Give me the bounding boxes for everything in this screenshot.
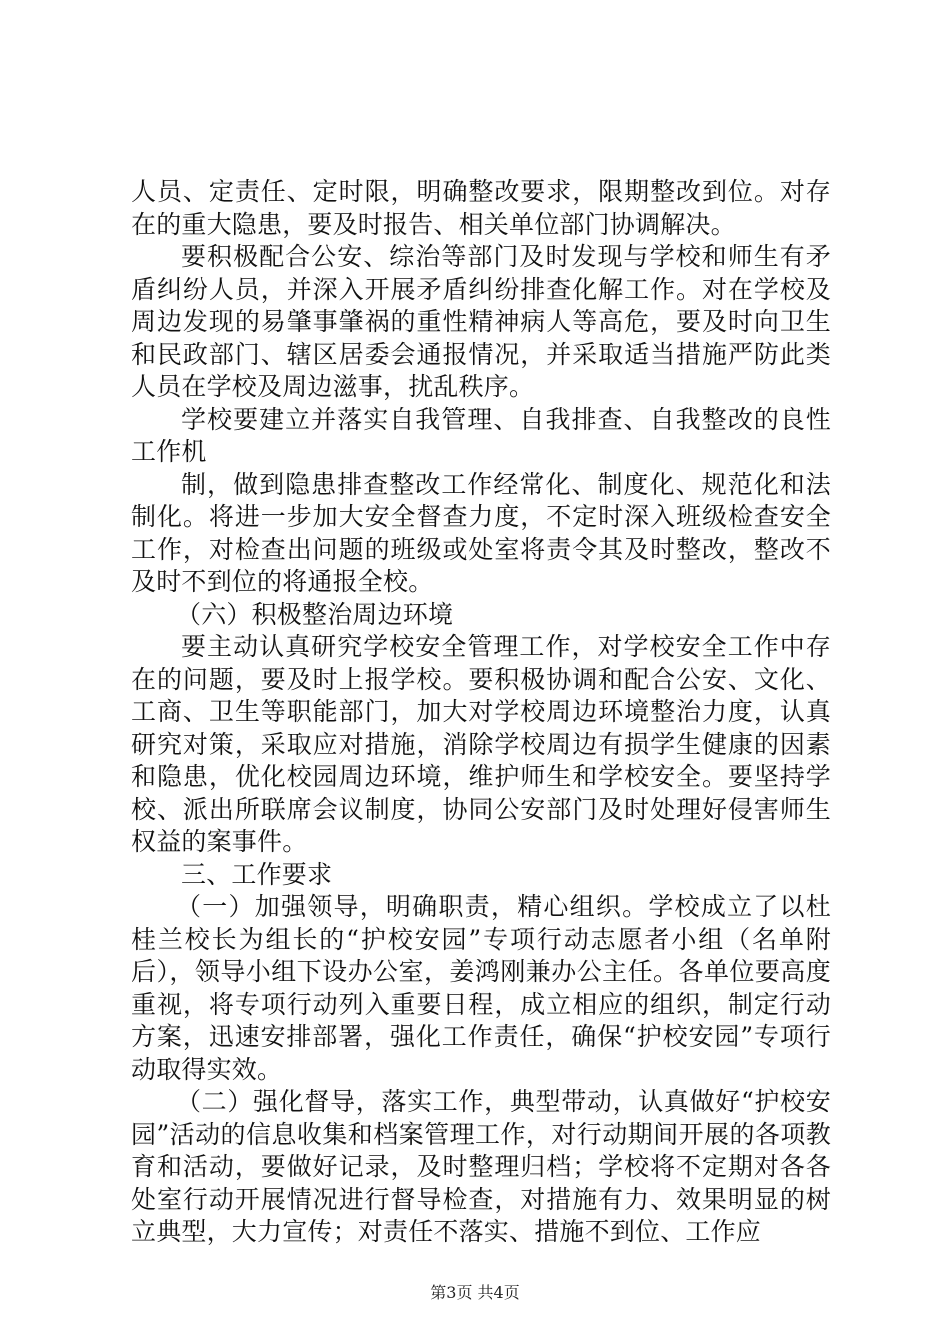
paragraph-continuation: 人员、定责任、定时限，明确整改要求，限期整改到位。对存在的重大隐患，要及时报告、相关单位部门协调解决。 (131, 177, 831, 239)
paragraph-self-management: 学校要建立并落实自我管理、自我排查、自我整改的良性工作机 (131, 404, 831, 466)
page-footer: 第3页 共4页 (430, 1283, 520, 1302)
section-heading-six: （六）积极整治周边环境 (176, 599, 454, 629)
paragraph-supervision: （二）强化督导，落实工作，典型带动，认真做好“护校安园”活动的信息收集和档案管理工作，对行动期间开展的各项教育和活动，要做好记录，及时整理归档；学校将不定期对各各处室行动开展情况进行督导检查，对措施有力、效果明显的树立典型，大力宣传；对责任不落实、措施不到位、工作应 (131, 1087, 831, 1246)
document-body (131, 176, 831, 1249)
paragraph-mechanism: 制，做到隐患排查整改工作经常化、制度化、规范化和法制化。将进一步加大安全督查力度，不定时深入班级检查安全工作，对检查出问题的班级或处室将责令其及时整改，整改不及时不到位的将通报全校。 (131, 469, 831, 596)
paragraph-leadership: （一）加强领导，明确职责，精心组织。学校成立了以杜桂兰校长为组长的“护校安园”专项行动志愿者小组（名单附后），领导小组下设办公室，姜鸿刚兼办公主任。各单位要高度重视，将专项行动列入重要日程，成立相应的组织，制定行动方案，迅速安排部署，强化工作责任，确保“护校安园”专项行动取得实效。 (131, 892, 831, 1084)
paragraph-dispute-investigation: 要积极配合公安、综治等部门及时发现与学校和师生有矛盾纠纷人员，并深入开展矛盾纠纷排查化解工作。对在学校及周边发现的易肇事肇祸的重性精神病人等高危，要及时向卫生和民政部门、辖区居委会通报情况，并采取适当措施严防此类人员在学校及周边滋事，扰乱秩序。 (131, 242, 831, 401)
paragraph-environment: 要主动认真研究学校安全管理工作，对学校安全工作中存在的问题，要及时上报学校。要积极协调和配合公安、文化、工商、卫生等职能部门，加大对学校周边环境整治力度，认真研究对策，采取应对措施，消除学校周边有损学生健康的因素和隐患，优化校园周边环境，维护师生和学校安全。要坚持学校、派出所联席会议制度，协同公安部门及时处理好侵害师生权益的案事件。 (131, 632, 831, 856)
section-heading-requirements: 三、工作要求 (181, 859, 333, 889)
